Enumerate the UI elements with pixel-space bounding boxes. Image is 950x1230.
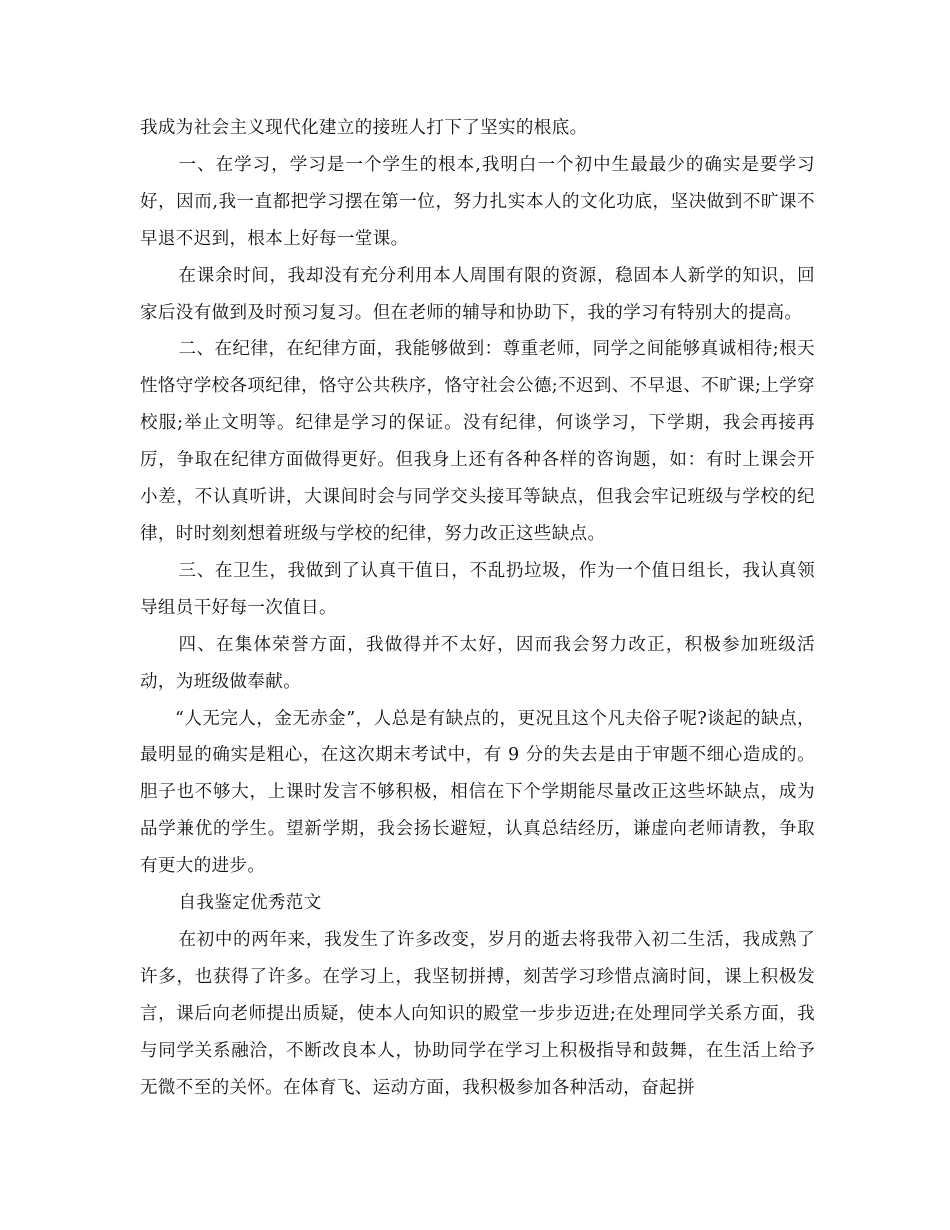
paragraph-study: 一、在学习，学习是一个学生的根本,我明白一个初中生最最少的确实是要学习好，因而,我一直都把学习摆在第一位，努力扎实本人的文化功底，坚决做到不旷课不早退不迟到，根本上好每一堂课。 (140, 154, 815, 249)
paragraph-two-years: 在初中的两年来，我发生了许多改变，岁月的逝去将我带入初二生活，我成熟了许多，也获得了许多。在学习上，我坚韧拼搏，刻苦学习珍惜点滴时间，课上积极发言，课后向老师提出质疑，使本人向知识的殿堂一步步迈进;在处理同学关系方面，我与同学关系融洽，不断改良本人，协助同学在学习上积极指导和鼓舞，在生活上给予无微不至的关怀。在体育飞、运动方面，我积极参加各种活动，奋起拼 (140, 929, 815, 1098)
section-heading: 自我鉴定优秀范文 (178, 893, 322, 914)
paragraph-shortcomings: “人无完人，金无赤金”，人总是有缺点的，更况且这个凡夫俗子呢?谈起的缺点，最明显的确实是粗心，在这次期末考试中，有 9 分的失去是由于审题不细心造成的。胆子也不够大，上课时发言不够积极，相信在下个学期能尽量改正这些坏缺点，成为品学兼优的学生。望新学期，我会扬长避短，认真总结经历，谦虚向老师请教，争取有更大的进步。 (140, 708, 815, 877)
paragraph-hygiene: 三、在卫生，我做到了认真干值日，不乱扔垃圾，作为一个值日组长，我认真领导组员干好每一次值日。 (140, 560, 815, 618)
paragraph-spare-time: 在课余时间，我却没有充分利用本人周围有限的资源，稳固本人新学的知识，回家后没有做到及时预习复习。但在老师的辅导和协助下，我的学习有特别大的提高。 (140, 265, 815, 323)
paragraph-discipline: 二、在纪律，在纪律方面，我能够做到：尊重老师，同学之间能够真诚相待;根天性恪守学校各项纪律，恪守公共秩序，恪守社会公德;不迟到、不早退、不旷课;上学穿校服;举止文明等。纪律是学习的保证。没有纪律，何谈学习，下学期，我会再接再厉，争取在纪律方面做得更好。但我身上还有各种各样的咨询题，如：有时上课会开小差，不认真听讲，大课间时会与同学交头接耳等缺点，但我会牢记班级与学校的纪律，时时刻刻想着班级与学校的纪律，努力改正这些缺点。 (140, 339, 815, 544)
document-body (140, 110, 815, 1106)
paragraph-collective-honor: 四、在集体荣誉方面，我做得并不太好，因而我会努力改正，积极参加班级活动，为班级做奉献。 (140, 634, 815, 692)
paragraph-intro-continuation: 我成为社会主义现代化建立的接班人打下了坚实的根底。 (140, 118, 588, 138)
